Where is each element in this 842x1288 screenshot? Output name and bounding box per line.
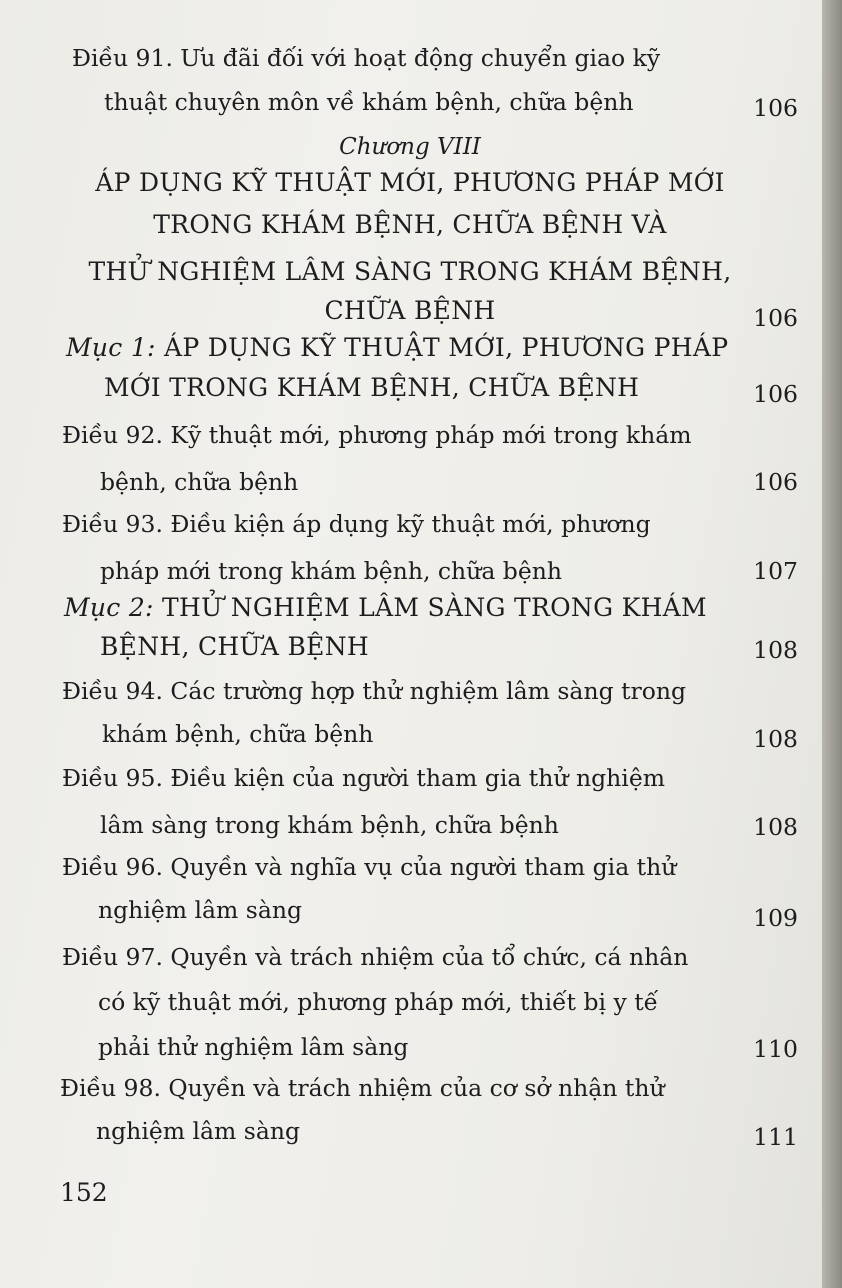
entry-97-line-3: phải thử nghiệm lâm sàng <box>98 1033 409 1061</box>
section-2-prefix: Mục 2: <box>64 593 154 622</box>
entry-96-line-1: Điều 96. Quyền và nghĩa vụ của người tham gia thử <box>62 853 677 881</box>
entry-97-page: 110 <box>753 1035 798 1063</box>
entry-96-line-2: nghiệm lâm sàng <box>98 896 303 924</box>
entry-95-line-1: Điều 95. Điều kiện của người tham gia thử nghiệm <box>62 764 666 792</box>
entry-94-page: 108 <box>753 725 798 753</box>
section-1-prefix: Mục 1: <box>66 333 156 362</box>
entry-98-line-1: Điều 98. Quyền và trách nhiệm của cơ sở nhận thử <box>60 1074 665 1102</box>
entry-91-line-2: thuật chuyên môn về khám bệnh, chữa bệnh <box>104 88 634 116</box>
entry-92-line-1: Điều 92. Kỹ thuật mới, phương pháp mới trong khám <box>62 421 692 449</box>
section-1-title: ÁP DỤNG KỸ THUẬT MỚI, PHƯƠNG PHÁP <box>164 333 729 362</box>
entry-94-line-2: khám bệnh, chữa bệnh <box>102 720 374 748</box>
chapter-label: Chương VIII <box>339 134 481 160</box>
section-2-page: 108 <box>753 636 798 664</box>
entry-93-line-2: pháp mới trong khám bệnh, chữa bệnh <box>100 557 563 585</box>
section-2-title: THỬ NGHIỆM LÂM SÀNG TRONG KHÁM <box>162 593 707 622</box>
section-1-page: 106 <box>753 380 798 408</box>
entry-92-page: 106 <box>753 468 798 496</box>
entry-97-line-2: có kỹ thuật mới, phương pháp mới, thiết bị y tế <box>98 988 659 1016</box>
entry-96-page: 109 <box>753 904 798 932</box>
section-1-line-1 <box>66 333 728 362</box>
entry-91-page: 106 <box>753 94 798 122</box>
section-2-line-1 <box>64 593 707 622</box>
footer-page-number: 152 <box>60 1178 108 1207</box>
section-1-line-2: MỚI TRONG KHÁM BỆNH, CHỮA BỆNH <box>104 373 640 402</box>
entry-98-page: 111 <box>753 1123 798 1151</box>
entry-93-page: 107 <box>753 557 798 585</box>
chapter-page: 106 <box>753 304 798 332</box>
entry-91-line-1: Điều 91. Ưu đãi đối với hoạt động chuyển giao kỹ <box>72 44 661 72</box>
page-edge-shadow <box>822 0 842 1288</box>
section-2-line-2: BỆNH, CHỮA BỆNH <box>100 632 369 661</box>
entry-95-line-2: lâm sàng trong khám bệnh, chữa bệnh <box>100 811 559 839</box>
entry-98-line-2: nghiệm lâm sàng <box>96 1117 301 1145</box>
chapter-title-line-1: ÁP DỤNG KỸ THUẬT MỚI, PHƯƠNG PHÁP MỚI <box>95 168 725 197</box>
entry-93-line-1: Điều 93. Điều kiện áp dụng kỹ thuật mới, phương <box>62 510 651 538</box>
entry-94-line-1: Điều 94. Các trường hợp thử nghiệm lâm sàng trong <box>62 677 687 705</box>
entry-97-line-1: Điều 97. Quyền và trách nhiệm của tổ chức, cá nhân <box>62 943 689 971</box>
entry-92-line-2: bệnh, chữa bệnh <box>100 468 299 496</box>
chapter-title-line-4: CHỮA BỆNH <box>324 296 496 325</box>
chapter-title-line-2: TRONG KHÁM BỆNH, CHỮA BỆNH VÀ <box>153 210 667 239</box>
chapter-title-line-3: THỬ NGHIỆM LÂM SÀNG TRONG KHÁM BỆNH, <box>88 257 732 286</box>
entry-95-page: 108 <box>753 813 798 841</box>
